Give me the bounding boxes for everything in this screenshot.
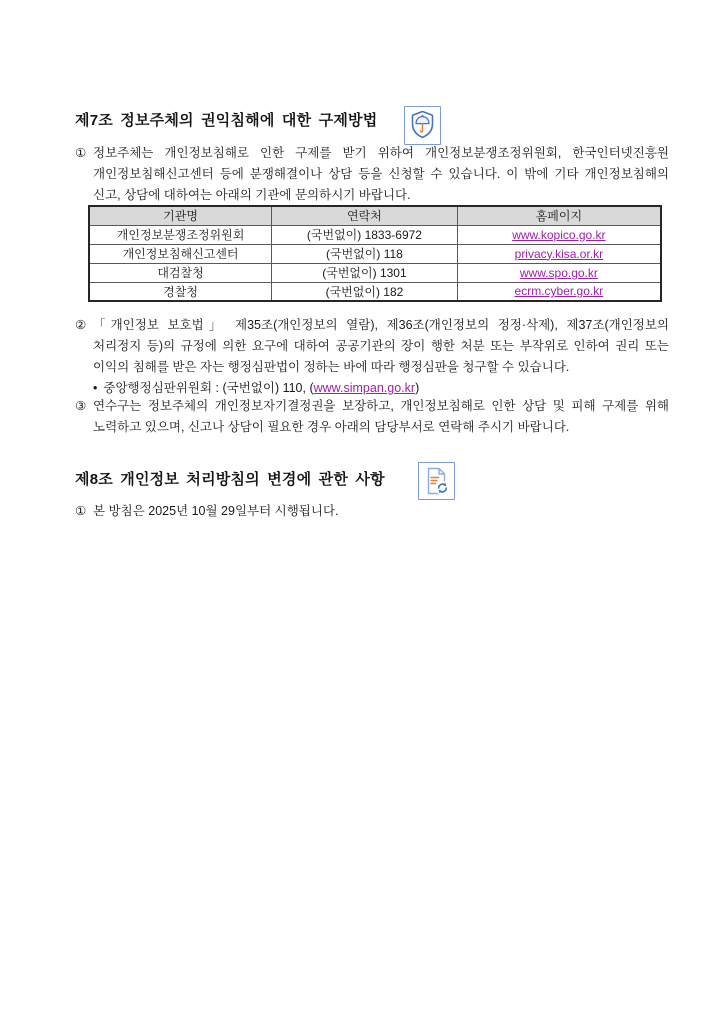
- header-contact: 연락처: [272, 206, 458, 225]
- bullet-text: 중앙행정심판위원회 : (국번없이) 110, (: [103, 381, 314, 395]
- document-refresh-icon: [418, 462, 455, 500]
- article7-title: 제7조 정보주체의 권익침해에 대한 구제방법: [75, 112, 378, 129]
- remedy-organizations-table: [88, 205, 662, 302]
- org-website-link[interactable]: ecrm.cyber.go.kr: [514, 284, 604, 299]
- paragraph-number: ②: [75, 318, 87, 332]
- bullet-text-suffix: ): [415, 381, 420, 395]
- table-row: [89, 244, 661, 263]
- table-row: [89, 225, 661, 244]
- paragraph-text: 연수구는 정보주체의 개인정보자기결정권을 보장하고, 개인정보침해로 인한 상담 및 피해 구제를 위해 노력하고 있으며, 신고나 상담이 필요한 경우 아래의 담당부서로 연락해 주시기 바랍니다.: [93, 399, 669, 434]
- paragraph-number: ③: [75, 399, 87, 413]
- org-contact: (국번없이) 1301: [272, 263, 458, 282]
- table-row: [89, 263, 661, 282]
- org-website-link[interactable]: privacy.kisa.or.kr: [514, 246, 604, 261]
- org-contact: (국번없이) 118: [272, 244, 458, 263]
- header-org-name: 기관명: [89, 206, 272, 225]
- paragraph-text: 「개인정보 보호법」 제35조(개인정보의 열람), 제36조(개인정보의 정정·삭제), 제37조(개인정보의 처리정지 등)의 규정에 의한 요구에 대하여 공공기관의 장이 행한 처분 또는 부작위로 인하여 권리 또는 이익의 침해를 받은 자는 행정심판법이 정하는 바에 따라 행정심판을 청구할 수 있습니다.: [93, 318, 669, 374]
- org-website-link[interactable]: www.kopico.go.kr: [512, 227, 606, 242]
- simpan-link[interactable]: www.simpan.go.kr: [313, 381, 416, 395]
- table-header-row: [89, 206, 661, 225]
- shield-umbrella-icon: [404, 106, 441, 145]
- org-name: 대검찰청: [89, 263, 272, 282]
- header-website: 홈페이지: [457, 206, 661, 225]
- bullet-marker: •: [93, 381, 98, 395]
- org-website-link[interactable]: www.spo.go.kr: [519, 265, 598, 280]
- document-refresh-glyph: [419, 463, 454, 499]
- paragraph-text: 본 방침은 2025년 10월 29일부터 시행됩니다.: [93, 504, 339, 518]
- paragraph-number: ①: [75, 146, 87, 160]
- org-name: 개인정보분쟁조정위원회: [89, 225, 272, 244]
- org-contact: (국번없이) 1833-6972: [272, 225, 458, 244]
- paragraph-number: ①: [75, 504, 87, 518]
- org-name: 경찰청: [89, 282, 272, 301]
- paragraph-text: 정보주체는 개인정보침해로 인한 구제를 받기 위하여 개인정보분쟁조정위원회, 한국인터넷진흥원 개인정보침해신고센터 등에 분쟁해결이나 상담 등을 신청할 수 있습니다. 이 밖에 기타 개인정보침해의 신고, 상담에 대하여는 아래의 기관에 문의하시기 바랍니다.: [93, 146, 669, 202]
- article7-paragraph-1: [75, 143, 669, 206]
- shield-umbrella-glyph: [405, 107, 440, 144]
- article8-paragraph-1: [75, 501, 669, 522]
- org-contact: (국번없이) 182: [272, 282, 458, 301]
- article7-paragraph-3: [75, 396, 669, 438]
- article7-paragraph-2: [75, 315, 669, 378]
- org-name: 개인정보침해신고센터: [89, 244, 272, 263]
- table-row: [89, 282, 661, 301]
- article8-title: 제8조 개인정보 처리방침의 변경에 관한 사항: [75, 471, 385, 488]
